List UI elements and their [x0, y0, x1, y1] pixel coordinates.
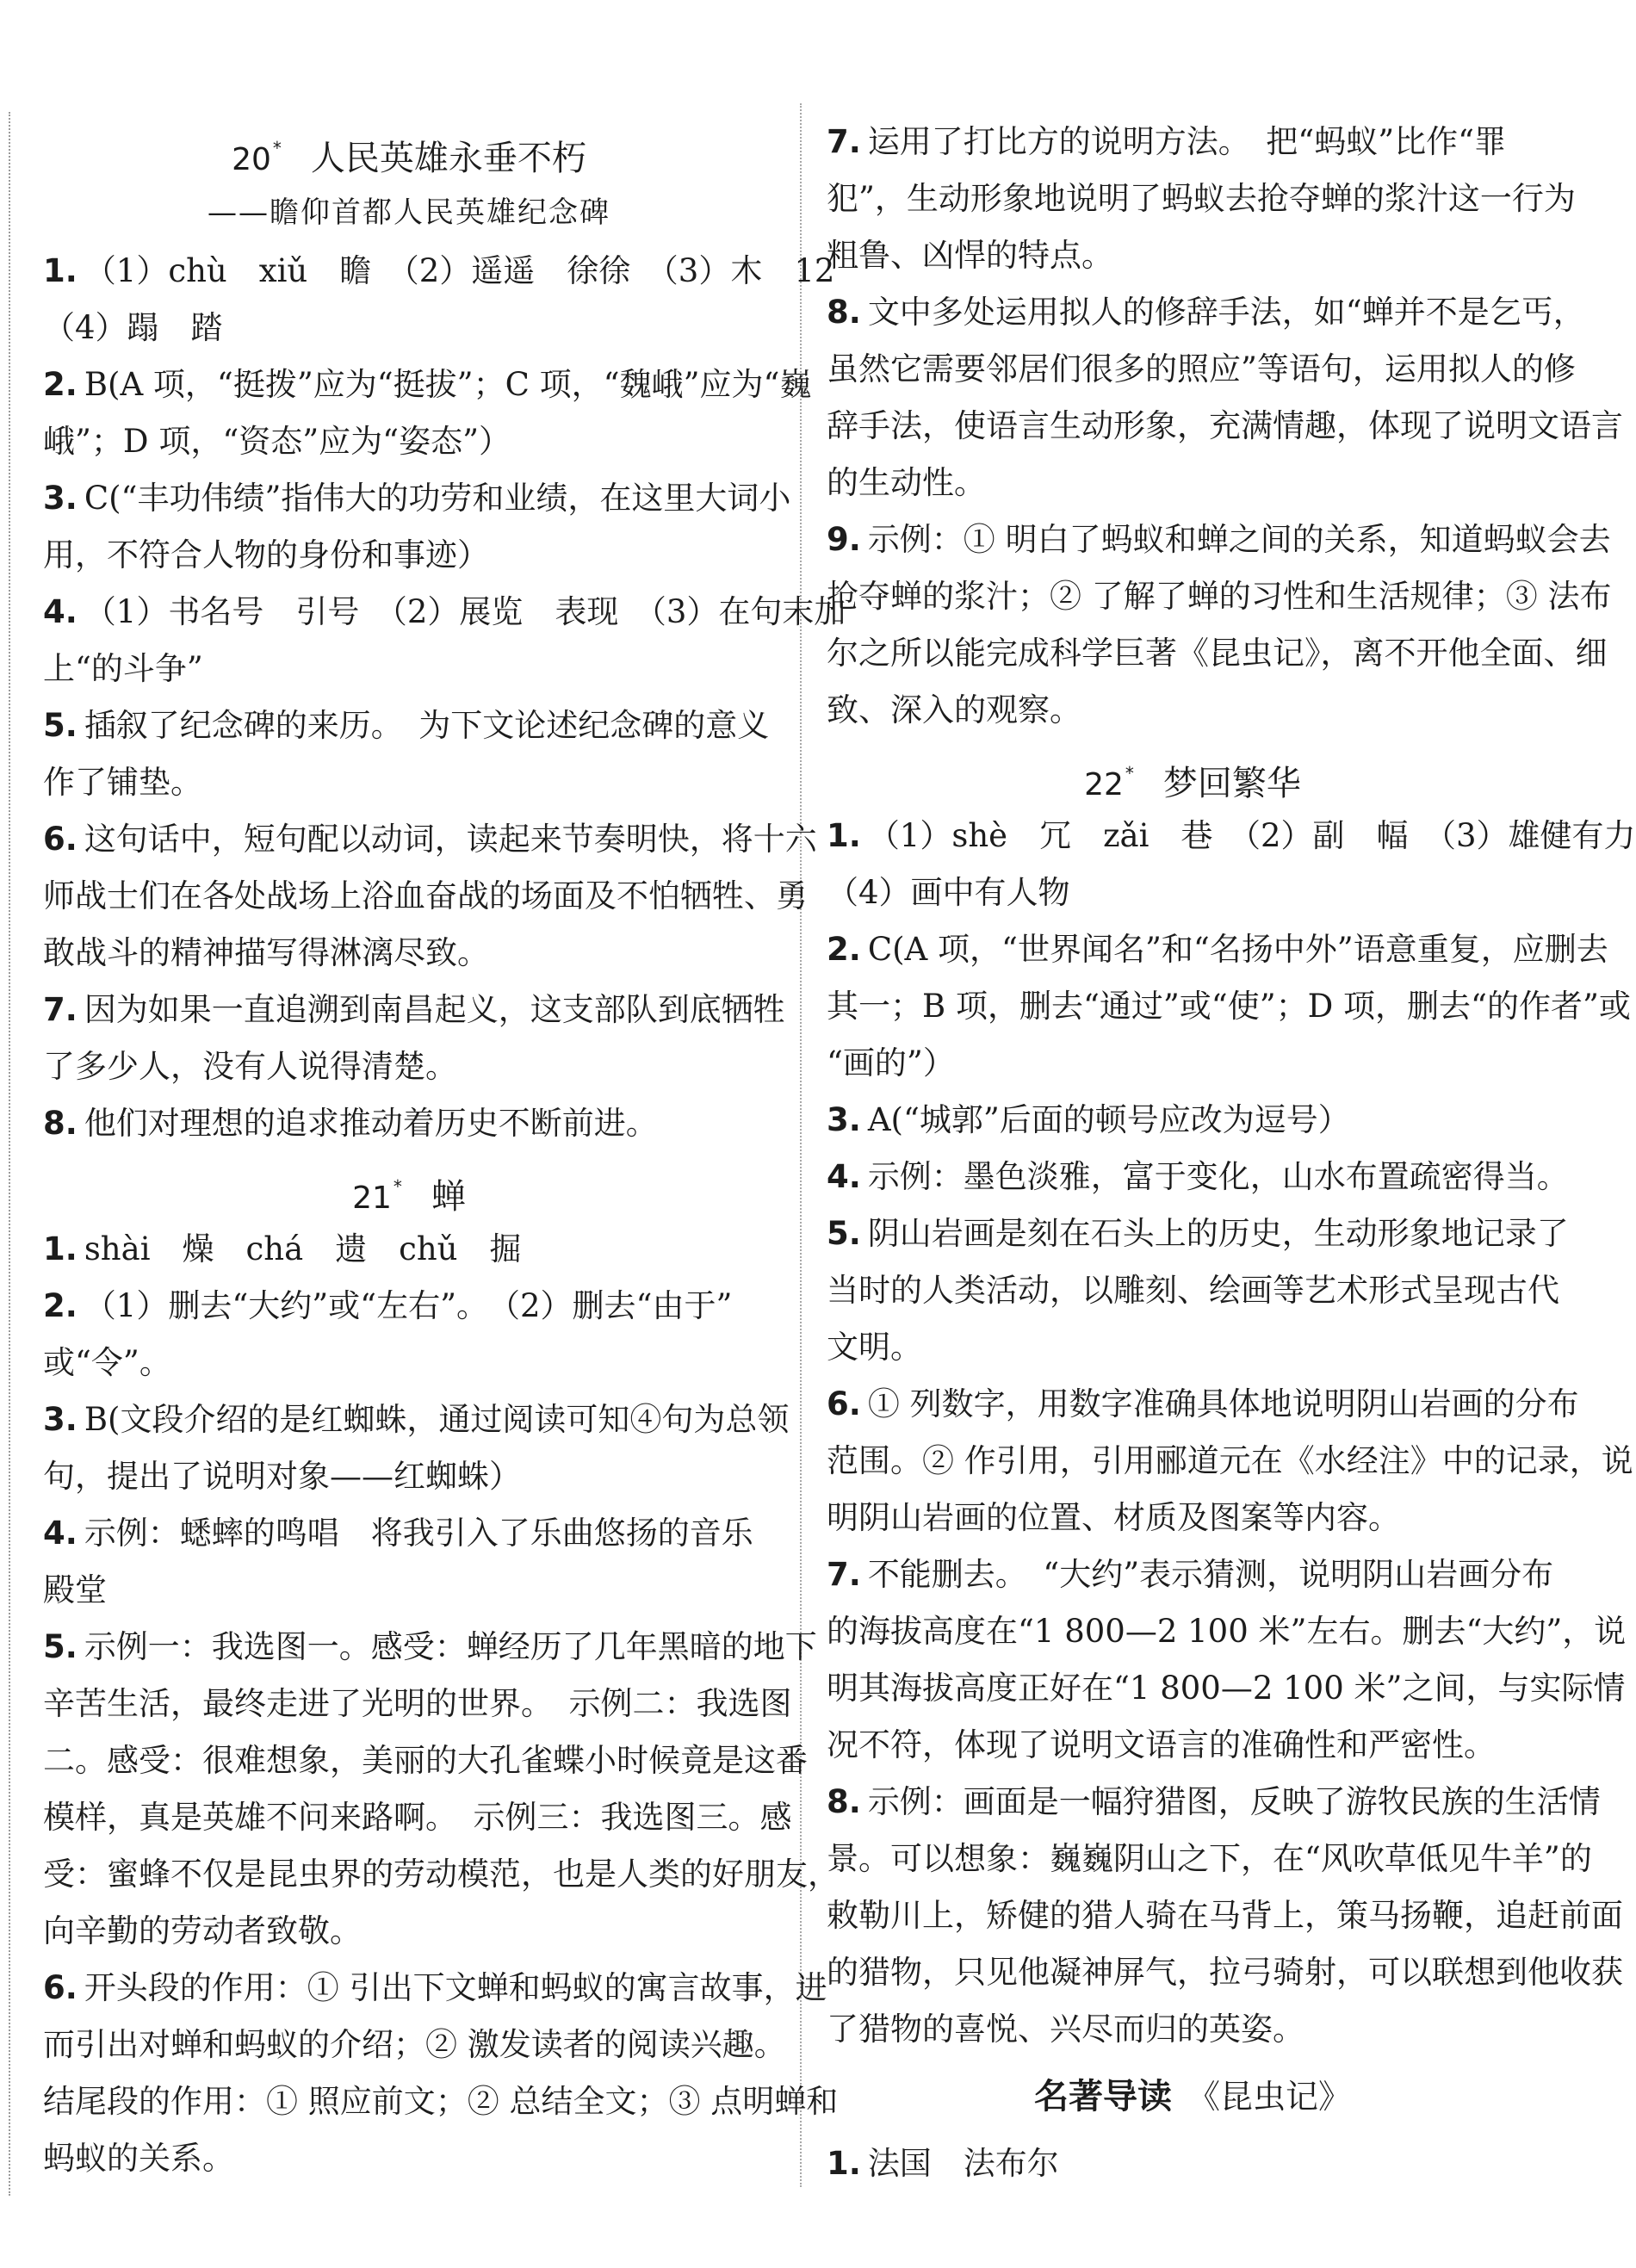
answer-text: “画的”）: [827, 1044, 955, 1081]
answer-text: 示例：画面是一幅狩猎图，反映了游牧民族的生活情: [867, 1783, 1601, 1820]
answer-line: [827, 2001, 1559, 2058]
answer-line: [827, 284, 1585, 341]
answer-text: 文明。: [827, 1329, 922, 1366]
answer-line: [43, 2073, 839, 2130]
section-subtitle: ——瞻仰首都人民英雄纪念碑: [208, 195, 610, 230]
answer-text: 结尾段的作用：① 照应前文；② 总结全文；③ 点明蝉和: [43, 2083, 839, 2120]
answer-line: [43, 2017, 786, 2073]
answer-line: [43, 1448, 775, 1505]
answer-text: 了多少人，没有人说得清楚。: [43, 1048, 457, 1085]
answer-line: [827, 1035, 1559, 1092]
answer-text: 受：蜜蜂不仅是昆虫界的劳动模范，也是人类的好朋友，: [43, 1856, 840, 1893]
answer-text: 法国 法布尔: [867, 2145, 1059, 2182]
answer-line: [43, 641, 775, 697]
question-number: 5.: [827, 1215, 861, 1252]
answer-line: [827, 1831, 1592, 1887]
book-guide-heading: [827, 2058, 1559, 2135]
question-number: 1.: [43, 252, 77, 289]
question-number: 7.: [827, 1556, 861, 1593]
answer-text: 虽然它需要邻居们很多的照应”等语句，运用拟人的修: [827, 350, 1576, 387]
answer-line: [827, 1092, 1559, 1149]
answer-line: [43, 1221, 775, 1278]
answer-text: 的海拔高度在“1 800—2 100 米”左右。删去“大约”，说: [827, 1613, 1627, 1650]
answer-line: [43, 1676, 792, 1732]
answer-line: [43, 925, 775, 982]
question-number: 4.: [827, 1158, 861, 1195]
question-number: 2.: [827, 931, 861, 968]
section-title: 梦回繁华: [1162, 764, 1301, 803]
binding-margin-line: [9, 112, 10, 2196]
question-number: 6.: [43, 1969, 77, 2006]
answer-line: [827, 921, 1608, 978]
answer-text: 范围。② 作引用，引用郦道元在《水经注》中的记录，说: [827, 1442, 1633, 1479]
section-title: 蝉: [431, 1177, 466, 1217]
answer-text: 辛苦生活，最终走进了光明的世界。 示例二：我选图: [43, 1685, 792, 1722]
section-heading-21: [43, 1152, 775, 1221]
answer-text: B(A 项，“挺拨”应为“挺拔”；C 项，“魏峨”应为“巍: [84, 366, 812, 403]
answer-line: [827, 455, 1559, 511]
question-number: 4.: [43, 593, 77, 630]
section-heading-20: [43, 114, 775, 183]
answer-text: 他们对理想的追求推动着历史不断前进。: [84, 1105, 658, 1142]
question-number: 3.: [43, 1401, 77, 1438]
answer-line: [827, 1717, 1559, 1774]
answer-line: [43, 1903, 775, 1960]
section-heading-22: [827, 739, 1559, 808]
answer-line: [827, 398, 1623, 455]
question-number: 5.: [43, 707, 77, 744]
section-number: 22: [1084, 767, 1124, 802]
answer-line: [43, 1335, 775, 1391]
answer-line: [43, 811, 817, 868]
question-number: 7.: [827, 123, 861, 160]
answer-line: [827, 114, 1559, 170]
answer-line: [827, 682, 1559, 739]
answer-line: [827, 978, 1631, 1035]
answer-list-21: [43, 1221, 840, 2187]
answer-text: 况不符，体现了说明文语言的准确性和严密性。: [827, 1726, 1496, 1763]
answer-line: [43, 1562, 775, 1619]
answer-line: [43, 527, 775, 584]
answer-line: [43, 413, 775, 470]
answer-text: （4）蹋 踏: [43, 309, 223, 346]
answer-text: 殿堂: [43, 1571, 107, 1608]
answer-line: [43, 754, 775, 811]
answer-text: 开头段的作用：① 引出下文蝉和蚂蚁的寓言故事，进: [84, 1969, 827, 2006]
answer-line: [827, 808, 1636, 864]
answer-text: C(“丰功伟绩”指伟大的功劳和业绩，在这里大词小: [84, 480, 791, 517]
answer-text: 尔之所以能完成科学巨著《昆虫记》，离不开他全面、细: [827, 635, 1608, 672]
section-mark: *: [393, 1176, 402, 1197]
answer-line: [43, 1619, 817, 1676]
answer-line: [43, 1789, 792, 1846]
answer-line: [827, 1774, 1601, 1831]
section-mark: *: [1125, 763, 1134, 784]
answer-line: [43, 982, 785, 1038]
answer-line: [827, 1376, 1579, 1433]
answer-text: 的猎物，只见他凝神屏气，拉弓骑射，可以联想到他收获: [827, 1954, 1623, 1991]
question-number: 1.: [827, 2145, 861, 2182]
question-number: 8.: [43, 1105, 77, 1142]
answer-text: 模样，真是英雄不问来路啊。 示例三：我选图三。感: [43, 1799, 792, 1836]
book-guide-label: 名著导读: [1033, 2077, 1172, 2116]
answer-text: C(A 项，“世界闻名”和“名扬中外”语意重复，应删去: [867, 931, 1608, 968]
answer-text: 示例一：我选图一。感受：蝉经历了几年黑暗的地下: [84, 1628, 817, 1665]
answer-line: [43, 470, 791, 527]
answer-text: 或“令”。: [43, 1344, 171, 1381]
question-number: 5.: [43, 1628, 77, 1665]
answer-line: [43, 868, 808, 925]
answer-text: （4）画中有人物: [827, 874, 1070, 911]
question-number: 6.: [827, 1385, 861, 1422]
answer-text: 明其海拔高度正好在“1 800—2 100 米”之间，与实际情: [827, 1670, 1626, 1707]
answer-text: ① 列数字，用数字准确具体地说明阴山岩画的分布: [867, 1385, 1579, 1422]
answer-line: [827, 511, 1611, 568]
answer-text: 峨”；D 项，“资态”应为“姿态”）: [43, 423, 511, 460]
answer-text: 师战士们在各处战场上浴血奋战的场面及不怕牺牲、勇: [43, 877, 808, 914]
answer-text: 不能删去。 “大约”表示猜测，说明阴山岩画分布: [867, 1556, 1554, 1593]
answer-list-20: [43, 243, 846, 1152]
answer-text: 抢夺蝉的浆汁；② 了解了蝉的习性和生活规律；③ 法布: [827, 578, 1612, 615]
answer-list-21-continued: [827, 114, 1623, 739]
question-number: 3.: [827, 1101, 861, 1138]
question-number: 8.: [827, 294, 861, 331]
answer-text: 向辛勤的劳动者致敬。: [43, 1912, 362, 1949]
answer-line: [43, 1960, 827, 2017]
answer-line: [827, 625, 1608, 682]
question-number: 3.: [43, 480, 77, 517]
answer-text: 犯”，生动形象地说明了蚂蚁去抢夺蝉的浆汁这一行为: [827, 180, 1576, 217]
answer-line: [43, 1732, 808, 1789]
question-number: 7.: [43, 991, 77, 1028]
answer-text: 二。感受：很难想象，美丽的大孔雀蝶小时候竟是这番: [43, 1742, 808, 1779]
answer-text: A(“城郭”后面的顿号应改为逗号）: [867, 1101, 1350, 1138]
answer-text: 运用了打比方的说明方法。 把“蚂蚁”比作“罪: [867, 123, 1507, 160]
answer-list-22: [827, 808, 1636, 2058]
question-number: 6.: [43, 821, 77, 858]
answer-text: 明阴山岩画的位置、材质及图案等内容。: [827, 1499, 1400, 1536]
answer-text: （1）删去“大约”或“左右”。 （2）删去“由于”: [84, 1287, 733, 1324]
answer-line: [43, 356, 812, 413]
answer-text: 示例：① 明白了蚂蚁和蝉之间的关系，知道蚂蚁会去: [867, 521, 1611, 558]
section-number: 20: [232, 142, 271, 177]
question-number: 1.: [827, 817, 861, 854]
answer-line: [43, 697, 775, 754]
answer-text: 致、深入的观察。: [827, 691, 1081, 728]
answer-line: [827, 1660, 1626, 1717]
answer-text: （1）chù xiǔ 瞻 （2）遥遥 徐徐 （3）木 12: [84, 252, 835, 289]
answer-line: [43, 1391, 790, 1448]
answer-line: [827, 341, 1576, 398]
answer-line: [827, 1887, 1623, 1944]
answer-text: 上“的斗争”: [43, 650, 203, 687]
question-number: 1.: [43, 1230, 77, 1267]
answer-line: [827, 1433, 1633, 1490]
section-number: 21: [352, 1180, 392, 1216]
question-number: 2.: [43, 1287, 77, 1324]
answer-text: 插叙了纪念碑的来历。 为下文论述纪念碑的意义: [84, 707, 770, 744]
answer-text: （1）shè 冗 zǎi 巷 （2）副 幅 （3）雄健有力: [867, 817, 1636, 854]
answer-line: [43, 1095, 775, 1152]
answer-text: 因为如果一直追溯到南昌起义，这支部队到底牺牲: [84, 991, 785, 1028]
question-number: 2.: [43, 366, 77, 403]
answer-text: （1）书名号 引号 （2）展览 表现 （3）在句末加: [84, 593, 846, 630]
section-title: 人民英雄永垂不朽: [310, 139, 586, 178]
answer-line: [827, 1603, 1627, 1660]
answer-text: 蚂蚁的关系。: [43, 2140, 234, 2177]
answer-line: [827, 864, 1559, 921]
answer-text: 文中多处运用拟人的修辞手法，如“蝉并不是乞丐，: [867, 294, 1585, 331]
answer-line: [827, 568, 1612, 625]
answer-line: [827, 1205, 1569, 1262]
answer-text: 了猎物的喜悦、兴尽而归的英姿。: [827, 2011, 1304, 2048]
answer-text: 而引出对蝉和蚂蚁的介绍；② 激发读者的阅读兴趣。: [43, 2026, 786, 2063]
answer-line: [43, 1038, 775, 1095]
answer-text: 当时的人类活动，以雕刻、绘画等艺术形式呈现古代: [827, 1272, 1559, 1309]
section-mark: *: [272, 138, 282, 158]
question-number: 9.: [827, 521, 861, 558]
answer-line: [43, 2130, 775, 2187]
answer-text: 敢战斗的精神描写得淋漓尽致。: [43, 934, 489, 971]
answer-list-book: [827, 2135, 1559, 2192]
answer-line: [827, 1262, 1559, 1319]
left-column: [43, 114, 846, 2187]
answer-text: B(文段介绍的是红蜘蛛，通过阅读可知④句为总领: [84, 1401, 790, 1438]
answer-text: 句，提出了说明对象——红蜘蛛）: [43, 1458, 521, 1495]
answer-text: 示例：墨色淡雅，富于变化，山水布置疏密得当。: [867, 1158, 1569, 1195]
answer-text: 粗鲁、凶悍的特点。: [827, 237, 1113, 274]
answer-line: [43, 1505, 775, 1562]
answer-line: [827, 2135, 1559, 2192]
answer-text: 这句话中，短句配以动词，读起来节奏明快，将十六: [84, 821, 817, 858]
answer-line: [827, 1319, 1559, 1376]
question-number: 8.: [827, 1783, 861, 1820]
answer-text: 其一；B 项，删去“通过”或“使”；D 项，删去“的作者”或: [827, 988, 1631, 1025]
answer-text: 辞手法，使语言生动形象，充满情趣，体现了说明文语言: [827, 407, 1623, 444]
answer-line: [43, 243, 835, 300]
answer-text: 景。可以想象：巍巍阴山之下，在“风吹草低见牛羊”的: [827, 1840, 1592, 1877]
answer-line: [827, 170, 1576, 227]
answer-text: 用，不符合人物的身份和事迹）: [43, 536, 489, 573]
answer-text: 阴山岩画是刻在石头上的历史，生动形象地记录了: [867, 1215, 1569, 1252]
answer-line: [43, 584, 846, 641]
answer-line: [827, 227, 1559, 284]
answer-text: 敕勒川上，矫健的猎人骑在马背上，策马扬鞭，追赶前面: [827, 1897, 1623, 1934]
answer-line: [827, 1944, 1623, 2001]
answer-text: 的生动性。: [827, 464, 986, 501]
answer-text: 作了铺垫。: [43, 764, 202, 801]
answer-line: [43, 1278, 775, 1335]
answer-line: [43, 1846, 840, 1903]
question-number: 4.: [43, 1515, 77, 1552]
answer-text: shài 燥 chá 遗 chǔ 掘: [84, 1230, 522, 1267]
answer-line: [43, 300, 775, 356]
answer-line: [827, 1546, 1559, 1603]
answer-line: [827, 1490, 1559, 1546]
right-column: [827, 114, 1636, 2192]
book-guide-title: 《昆虫记》: [1187, 2078, 1351, 2116]
answer-line: [827, 1149, 1569, 1205]
answer-text: 示例：蟋蟀的鸣唱 将我引入了乐曲悠扬的音乐: [84, 1515, 753, 1552]
